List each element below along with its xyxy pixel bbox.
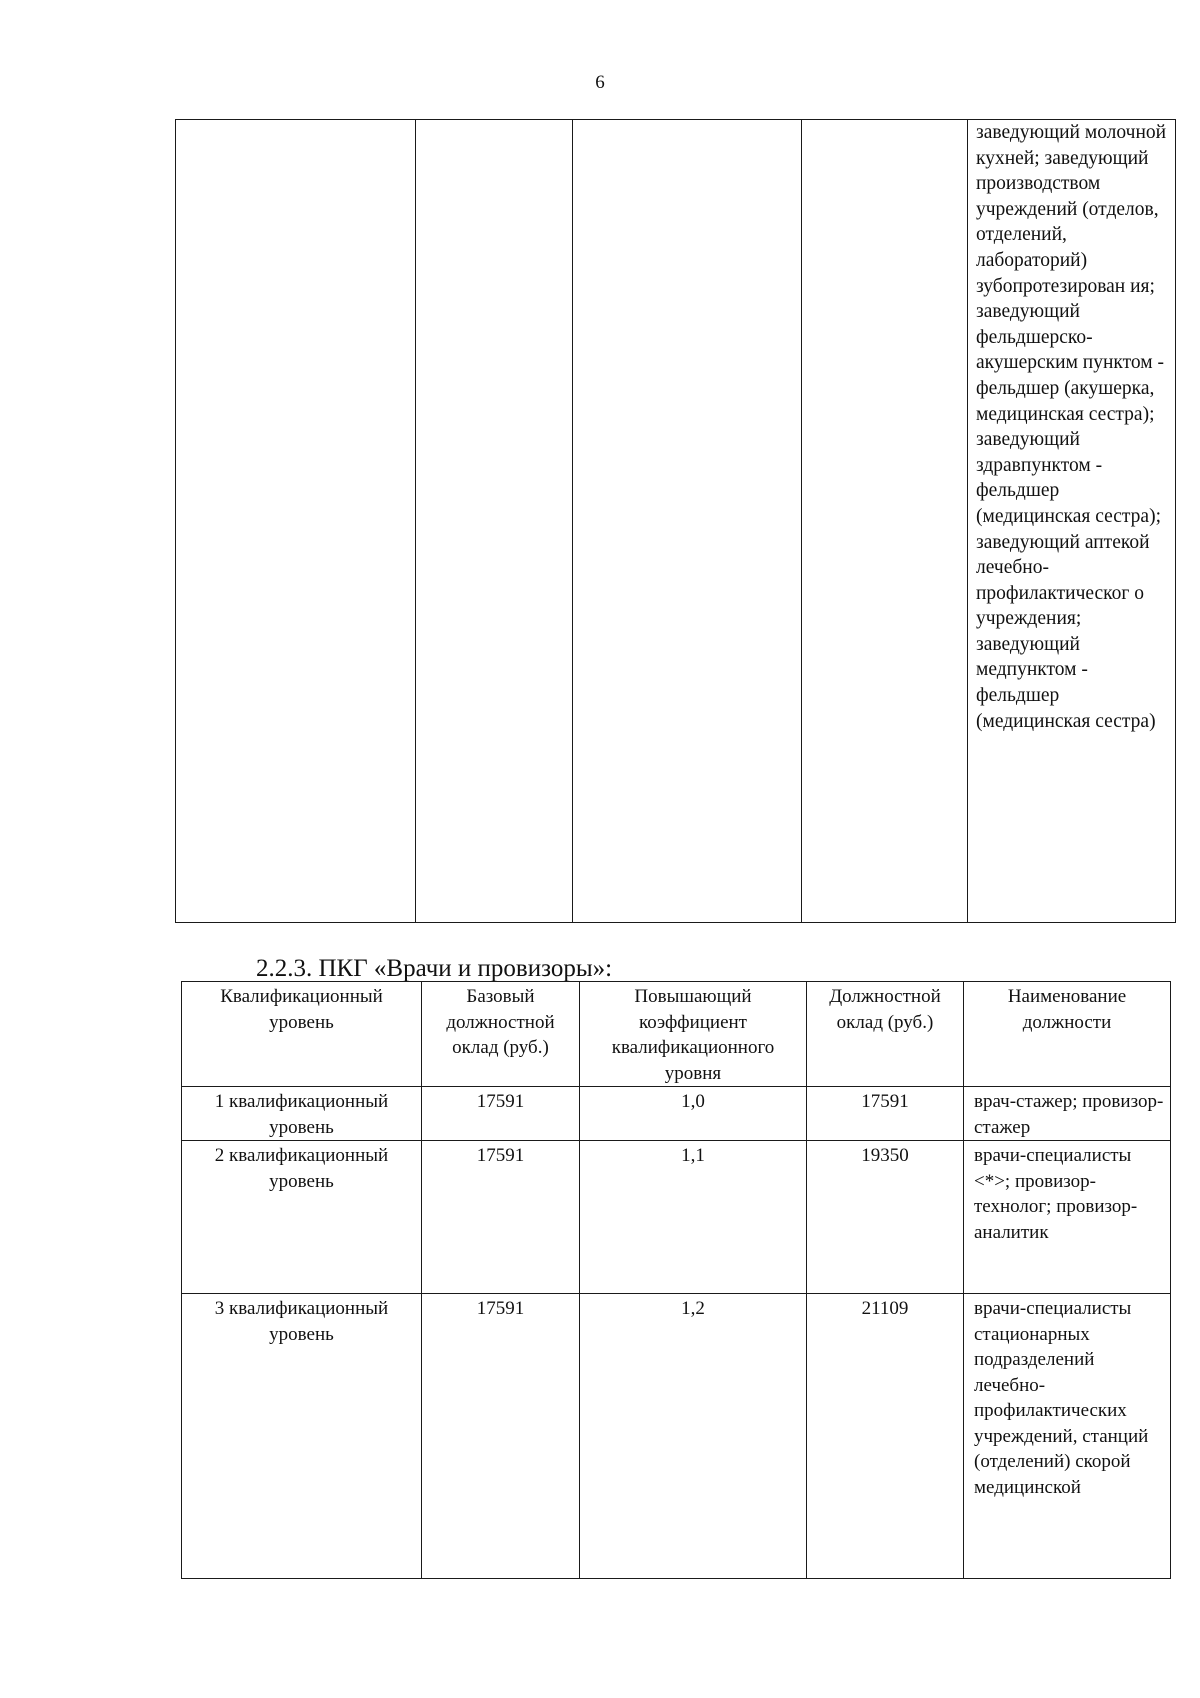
cell-positions: врачи-специалисты <*>; провизор-технолог; провизор-аналитик: [964, 1141, 1171, 1294]
header-position: Наименование должности: [964, 982, 1171, 1087]
cell-salary: 21109: [807, 1294, 964, 1579]
position-names-text: заведующий молочной кухней; заведующий производством учреждений (отделов, отделений, лабораторий) зубопротезирован ия; заведующий фельдшерско-акушерским пунктом - фельдшер (акушерка, медицинская сестра); заведующий здравпунктом - фельдшер (медицинская сестра); заведующий аптекой лечебно-профилактическог о учреждения; заведующий медпунктом - фельдшер (медицинская сестра): [976, 122, 1167, 732]
table-row: [182, 1141, 1171, 1294]
cell-level: 3 квалификационный уровень: [182, 1294, 422, 1579]
header-salary: Должностной оклад (руб.): [807, 982, 964, 1087]
position-names-cell: [968, 120, 1176, 923]
header-base-salary: Базовый должностной оклад (руб.): [422, 982, 580, 1087]
qualification-table: [181, 981, 1171, 1579]
cell-base-salary: 17591: [422, 1141, 580, 1294]
cell-coefficient: 1,2: [580, 1294, 807, 1579]
table-row: [176, 120, 1176, 923]
cell-positions: врач-стажер; провизор-стажер: [964, 1087, 1171, 1141]
cell-coefficient: 1,1: [580, 1141, 807, 1294]
cell-base-salary: 17591: [422, 1087, 580, 1141]
page-number: 6: [595, 72, 605, 93]
table-row: [182, 1294, 1171, 1579]
empty-cell: [176, 120, 416, 923]
section-heading: 2.2.3. ПКГ «Врачи и провизоры»:: [256, 955, 613, 982]
header-level: Квалификационный уровень: [182, 982, 422, 1087]
cell-level: 2 квалификационный уровень: [182, 1141, 422, 1294]
cell-base-salary: 17591: [422, 1294, 580, 1579]
header-coefficient: Повышающий коэффициент квалификационного уровня: [580, 982, 807, 1087]
empty-cell: [416, 120, 573, 923]
cell-level: 1 квалификационный уровень: [182, 1087, 422, 1141]
cell-salary: 19350: [807, 1141, 964, 1294]
continuation-table: [175, 119, 1176, 923]
table-row: [182, 1087, 1171, 1141]
empty-cell: [802, 120, 968, 923]
cell-coefficient: 1,0: [580, 1087, 807, 1141]
cell-salary: 17591: [807, 1087, 964, 1141]
header-row: [182, 982, 1171, 1087]
empty-cell: [573, 120, 802, 923]
cell-positions: врачи-специалисты стационарных подразделений лечебно-профилактических учреждений, станций (отделений) скорой медицинской: [964, 1294, 1171, 1579]
